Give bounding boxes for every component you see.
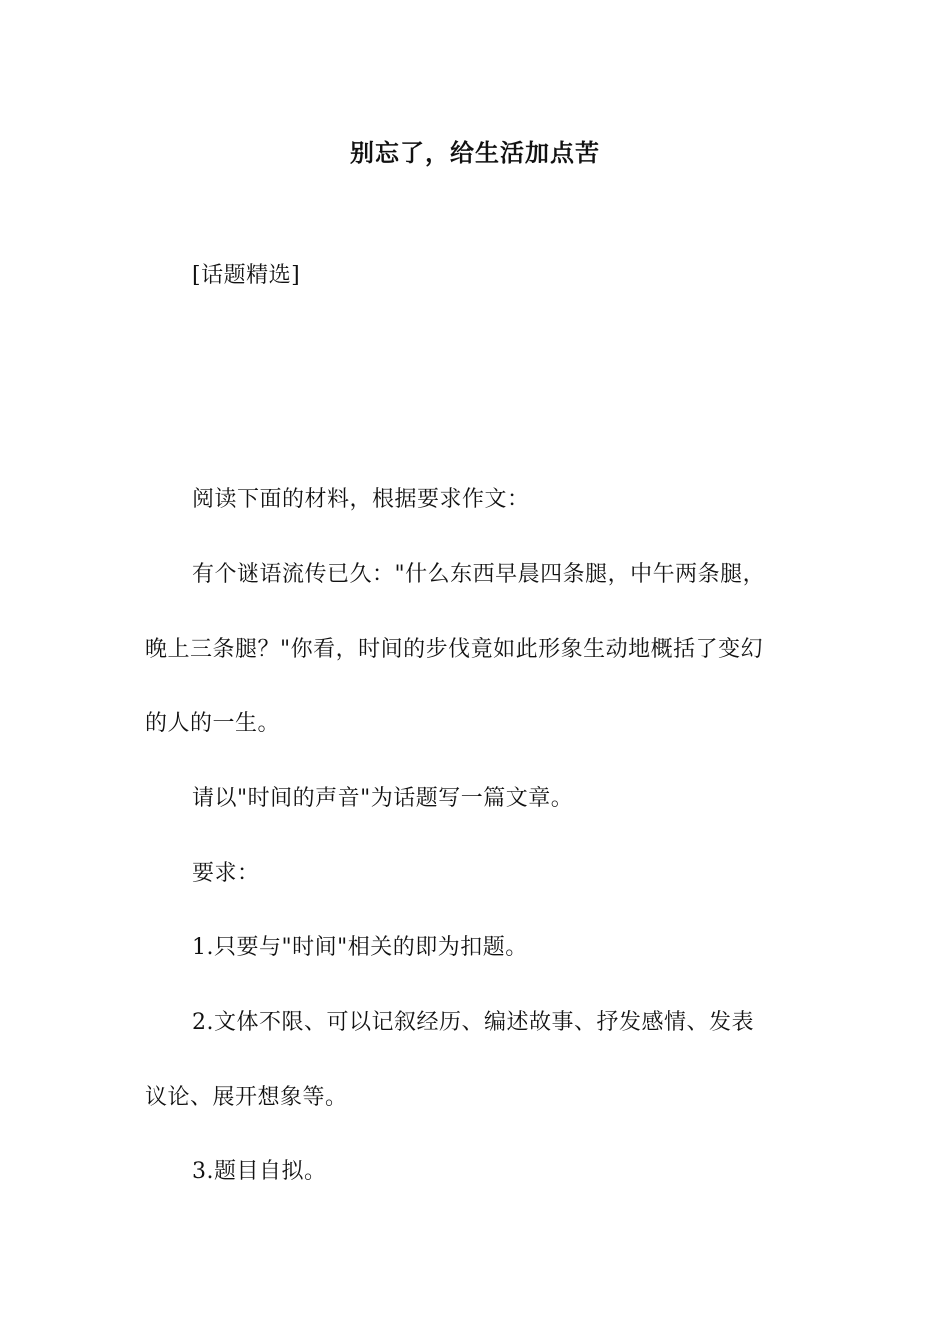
paragraph-line: 有个谜语流传已久："什么东西早晨四条腿，中午两条腿， xyxy=(192,562,766,587)
paragraph-line: 晚上三条腿？"你看，时间的步伐竟如此形象生动地概括了变幻 xyxy=(145,637,764,662)
section-label: [话题精选] xyxy=(192,263,301,288)
paragraph-line: 的人的一生。 xyxy=(145,711,281,736)
requirement-item: 3.题目自拟。 xyxy=(192,1159,327,1184)
requirement-item: 2.文体不限、可以记叙经历、编述故事、抒发感情、发表 xyxy=(192,1010,754,1035)
requirement-item: 议论、展开想象等。 xyxy=(145,1085,348,1110)
requirement-item: 1.只要与"时间"相关的即为扣题。 xyxy=(192,935,528,960)
document-title: 别忘了，给生活加点苦 xyxy=(350,139,600,167)
paragraph-line: 请以"时间的声音"为话题写一篇文章。 xyxy=(192,786,574,811)
paragraph-line: 要求： xyxy=(192,861,260,886)
paragraph-line: 阅读下面的材料，根据要求作文： xyxy=(192,487,530,512)
